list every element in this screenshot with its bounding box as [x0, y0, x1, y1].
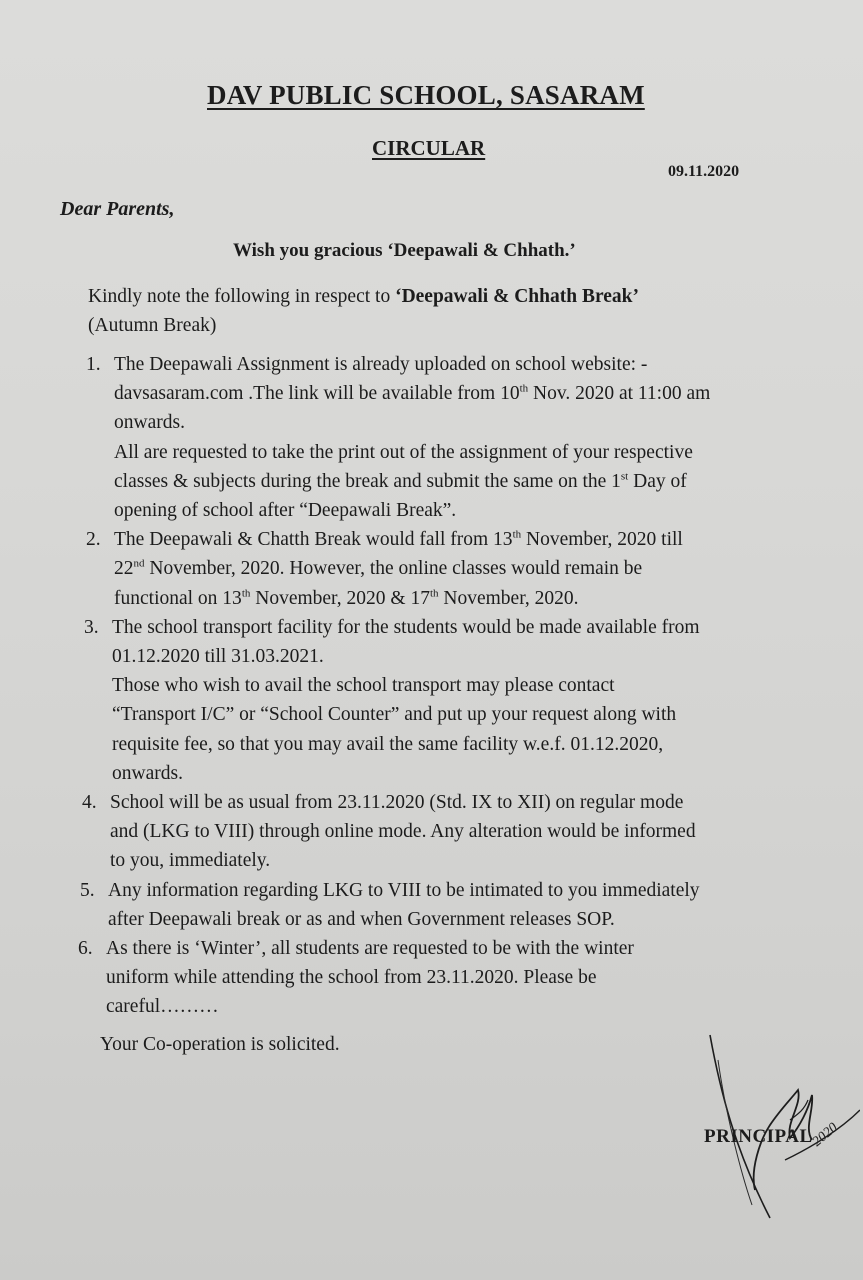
item-line: November, 2020 & 17 — [250, 587, 430, 609]
signature-date: 2020 — [809, 1120, 841, 1150]
superscript: st — [620, 470, 629, 483]
item-number: 1. — [86, 354, 101, 375]
principal-label: PRINCIPAL — [704, 1126, 813, 1147]
item-line: The Deepawali Assignment is already uploaded on school website: - — [114, 354, 648, 375]
item-number: 2. — [86, 529, 101, 551]
superscript: nd — [133, 557, 145, 570]
item-line: Any information regarding LKG to VIII to be intimated to you immediately — [108, 879, 700, 901]
item-line: November, 2020. — [438, 587, 579, 609]
intro-paragraph — [88, 282, 788, 340]
school-name-heading: DAV PUBLIC SCHOOL, SASARAM — [207, 80, 645, 110]
closing-line: Your Co-operation is solicited. — [100, 1034, 340, 1055]
intro-lead: Kindly note the following in respect to — [88, 286, 396, 307]
item-text — [110, 788, 818, 876]
item-line: 22 — [114, 558, 134, 580]
item-line: November, 2020 till — [521, 529, 683, 551]
item-line: School will be as usual from 23.11.2020 (Std. IX to XII) on regular mode — [110, 792, 684, 814]
item-line: Those who wish to avail the school transport may please contact — [112, 675, 615, 697]
item-line: opening of school after “Deepawali Break”. — [114, 500, 457, 522]
list-item — [82, 525, 818, 613]
item-line: The school transport facility for the students would be made available from — [112, 616, 700, 638]
item-line: requisite fee, so that you may avail the same facility w.e.f. 01.12.2020, — [112, 733, 664, 755]
item-line: Day of — [628, 470, 687, 492]
item-text — [112, 613, 818, 788]
list-item — [74, 934, 818, 1022]
item-line: onwards. — [112, 762, 183, 784]
item-line: classes & subjects during the break and submit the same on the 1 — [114, 470, 621, 492]
item-number: 4. — [82, 792, 97, 814]
list-item — [80, 613, 818, 788]
item-line: and (LKG to VIII) through online mode. Any alteration would be informed — [110, 821, 696, 843]
item-line: November, 2020. However, the online classes would remain be — [144, 558, 643, 580]
superscript: th — [519, 382, 529, 395]
item-line: As there is ‘Winter’, all students are requested to be with the winter — [106, 938, 634, 960]
item-line: to you, immediately. — [110, 850, 271, 872]
item-line: after Deepawali break or as and when Government releases SOP. — [108, 908, 615, 930]
item-text — [114, 525, 818, 613]
salutation: Dear Parents, — [60, 198, 175, 220]
festival-wish: Wish you gracious ‘Deepawali & Chhath.’ — [233, 240, 576, 261]
circular-date: 09.11.2020 — [668, 163, 740, 180]
circular-heading: CIRCULAR — [372, 136, 486, 160]
item-line: functional on 13 — [114, 587, 242, 609]
intro-break-name: ‘Deepawali & Chhath Break’ — [395, 286, 640, 307]
item-number: 5. — [80, 879, 95, 901]
list-item — [78, 788, 818, 876]
item-text — [106, 934, 818, 1022]
item-number: 6. — [78, 938, 93, 960]
superscript: th — [512, 528, 522, 541]
list-item — [82, 350, 818, 525]
item-text — [114, 350, 818, 525]
item-line: onwards. — [114, 412, 185, 434]
list-item — [76, 876, 818, 934]
item-line: davsasaram.com .The link will be available from 10 — [114, 383, 520, 405]
item-line: “Transport I/C” or “School Counter” and put up your request along with — [112, 704, 677, 726]
item-text — [108, 876, 818, 934]
superscript: th — [429, 587, 439, 600]
item-line: Nov. 2020 at 11:00 am — [528, 383, 711, 405]
item-line: All are requested to take the print out of the assignment of your respective — [114, 441, 693, 463]
intro-line2: (Autumn Break) — [88, 315, 217, 336]
superscript: th — [241, 587, 251, 600]
item-line: The Deepawali & Chatth Break would fall from 13 — [114, 529, 513, 551]
item-line: uniform while attending the school from 23.11.2020. Please be — [106, 967, 597, 989]
item-line: careful……… — [106, 996, 219, 1018]
instructions-list — [78, 350, 818, 1022]
item-number: 3. — [84, 616, 99, 638]
item-line: 01.12.2020 till 31.03.2021. — [112, 646, 324, 668]
